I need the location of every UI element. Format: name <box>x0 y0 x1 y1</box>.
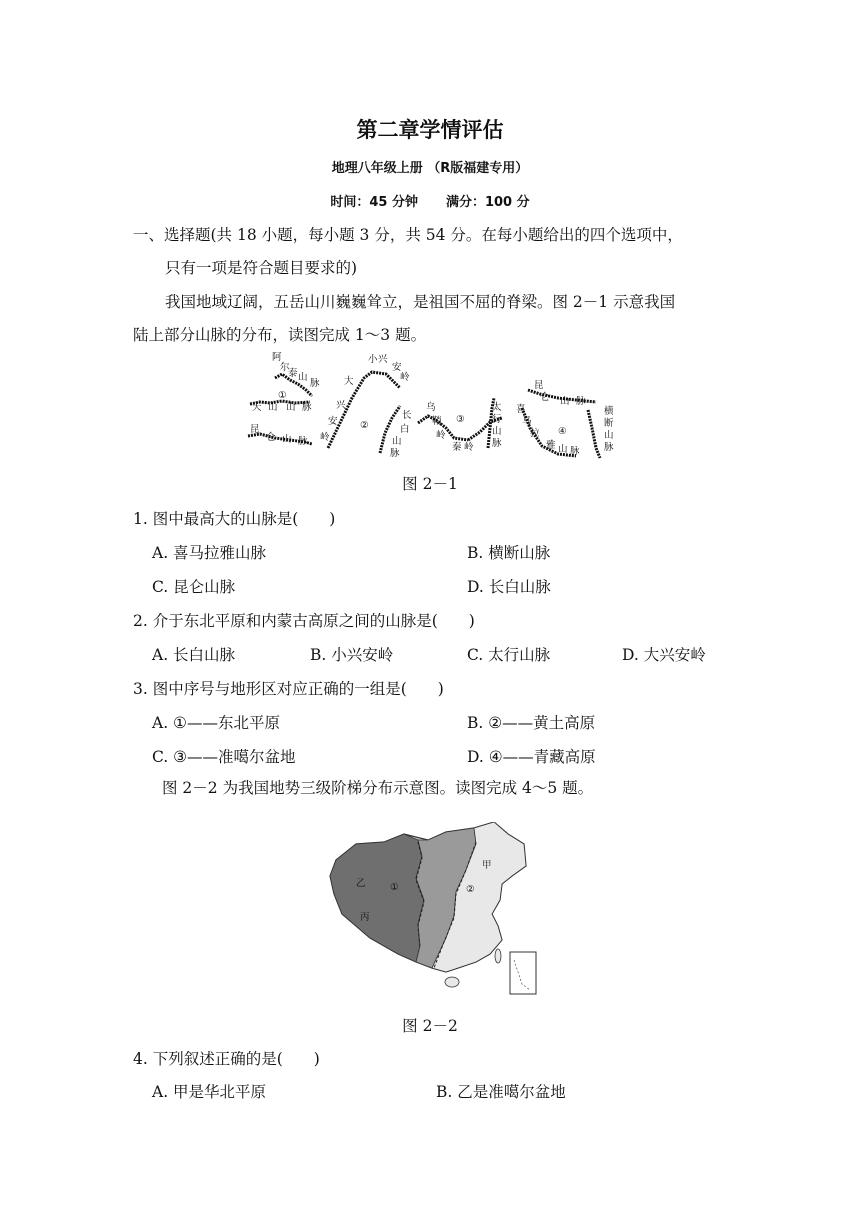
label-kunlun-1: 昆 <box>250 424 260 435</box>
label-map-n1: ① <box>390 882 399 893</box>
label-himalaya-1: 喜 <box>516 404 526 415</box>
label-n2: ② <box>360 420 369 431</box>
q1-option-d: D. 长白山脉 <box>467 578 551 596</box>
q2-option-d: D. 大兴安岭 <box>622 646 706 664</box>
label-n4: ④ <box>558 426 567 437</box>
label-altai-3: 泰 <box>288 368 298 379</box>
label-kunlun-2: 仑 <box>266 432 276 443</box>
q1-option-a: A. 喜马拉雅山脉 <box>152 544 267 562</box>
label-taihang-4: 脉 <box>492 438 502 449</box>
label-xiaoxing-1: 小 <box>368 354 378 365</box>
label-qinling-2: 岭 <box>464 442 474 453</box>
label-himalaya-4: 雅 <box>546 440 556 451</box>
label-himalaya-2: 马 <box>522 416 532 427</box>
q2-option-a: A. 长白山脉 <box>152 646 236 664</box>
label-wuqiao-2: 鞘 <box>432 416 442 427</box>
label-altai-4: 山 <box>298 372 308 383</box>
label-changbai-4: 脉 <box>390 448 400 459</box>
q1-option-c: C. 昆仑山脉 <box>152 578 236 596</box>
label-kunlun-4: 脉 <box>298 436 308 447</box>
q1-stem: 1. 图中最高大的山脉是( ) <box>133 510 336 528</box>
section-heading-cont: 只有一项是符合题目要求的) <box>165 259 358 277</box>
page-subtitle: 地理八年级上册 （R版福建专用） <box>331 161 529 176</box>
label-hengduan-4: 脉 <box>604 442 614 453</box>
label-bing: 丙 <box>360 912 370 923</box>
label-xiaoxing-3: 安 <box>392 362 402 373</box>
q2-option-b: B. 小兴安岭 <box>310 646 394 664</box>
label-map-n2: ② <box>466 884 475 895</box>
panel-3 <box>418 398 502 453</box>
page-title: 第二章学情评估 <box>356 118 504 142</box>
label-wuqiao-3: 岭 <box>436 430 446 441</box>
label-tianshan-3: 山 <box>286 402 296 413</box>
figure1-caption: 图 2－1 <box>402 475 458 493</box>
q4-option-b: B. 乙是准噶尔盆地 <box>436 1083 566 1101</box>
panel-2 <box>320 353 412 459</box>
label-daxing-1: 大 <box>344 376 354 387</box>
label-xiaoxing-2: 兴 <box>378 354 388 365</box>
label-changbai-3: 山 <box>392 436 402 447</box>
section-heading: 一、选择题(共 18 小题，每小题 3 分，共 54 分。在每小题给出的四个选项中， <box>133 226 683 244</box>
label-himalaya-3: 拉 <box>530 428 540 439</box>
label-altai-1: 阿 <box>272 352 282 363</box>
label-changbai-2: 白 <box>400 424 410 435</box>
label-daxing-4: 岭 <box>320 432 330 443</box>
label-kunlun2-1: 昆 <box>534 380 544 391</box>
q3-option-a: A. ①——东北平原 <box>152 714 280 732</box>
q3-option-c: C. ③——准噶尔盆地 <box>152 748 296 766</box>
label-daxing-3: 安 <box>328 416 338 427</box>
intro-paragraph-cont: 陆上部分山脉的分布，读图完成 1～3 题。 <box>133 326 427 344</box>
figure-china-terrain-map <box>326 822 540 998</box>
intro-paragraph: 我国地域辽阔，五岳山川巍巍耸立，是祖国不屈的脊梁。图 2－1 示意我国 <box>165 293 676 311</box>
label-qinling-1: 秦 <box>452 442 462 453</box>
q4-stem: 4. 下列叙述正确的是( ) <box>133 1050 320 1068</box>
label-kunlun2-4: 脉 <box>576 396 586 407</box>
label-altai-5: 脉 <box>310 378 320 389</box>
label-xiaoxing-4: 岭 <box>400 372 410 383</box>
q3-stem: 3. 图中序号与地形区对应正确的一组是( ) <box>133 680 444 698</box>
label-tianshan-4: 脉 <box>302 402 312 413</box>
label-wuqiao-1: 乌 <box>426 402 436 413</box>
figure-mountain-ranges <box>240 348 620 460</box>
q3-option-b: B. ②——黄土高原 <box>467 714 596 732</box>
label-himalaya-5: 山 <box>558 444 568 455</box>
label-hengduan-2: 断 <box>604 418 614 429</box>
figure2-caption: 图 2－2 <box>402 1017 458 1035</box>
exam-time: 时间：45 分钟 <box>330 195 418 210</box>
q3-option-d: D. ④——青藏高原 <box>467 748 596 766</box>
label-changbai-1: 长 <box>402 410 412 421</box>
label-hengduan-1: 横 <box>604 406 614 417</box>
intro-paragraph-2: 图 2－2 为我国地势三级阶梯分布示意图。读图完成 4～5 题。 <box>162 779 594 797</box>
label-tianshan-1: 天 <box>252 402 262 413</box>
panel-1 <box>248 352 320 447</box>
label-tianshan-2: 山 <box>268 402 278 413</box>
q2-option-c: C. 太行山脉 <box>467 646 551 664</box>
label-kunlun2-3: 山 <box>560 396 570 407</box>
label-n1: ① <box>278 390 287 401</box>
label-kunlun2-2: 仑 <box>540 392 550 403</box>
q4-option-a: A. 甲是华北平原 <box>152 1083 267 1101</box>
q2-stem: 2. 介于东北平原和内蒙古高原之间的山脉是( ) <box>133 612 475 630</box>
q1-option-b: B. 横断山脉 <box>467 544 551 562</box>
exam-meta <box>0 191 860 210</box>
label-himalaya-6: 脉 <box>570 446 580 457</box>
panel-4 <box>516 380 614 458</box>
label-yi: 乙 <box>356 878 366 889</box>
label-kunlun-3: 山 <box>282 434 292 445</box>
label-n3: ③ <box>456 414 465 425</box>
label-altai-2: 尔 <box>280 362 290 373</box>
label-taihang-3: 山 <box>492 426 502 437</box>
label-taihang-1: 太 <box>492 402 502 413</box>
label-hengduan-3: 山 <box>604 430 614 441</box>
label-jia: 甲 <box>482 860 492 871</box>
label-taihang-2: 行 <box>492 414 502 425</box>
label-daxing-2: 兴 <box>336 400 346 411</box>
exam-score: 满分：100 分 <box>445 195 530 210</box>
